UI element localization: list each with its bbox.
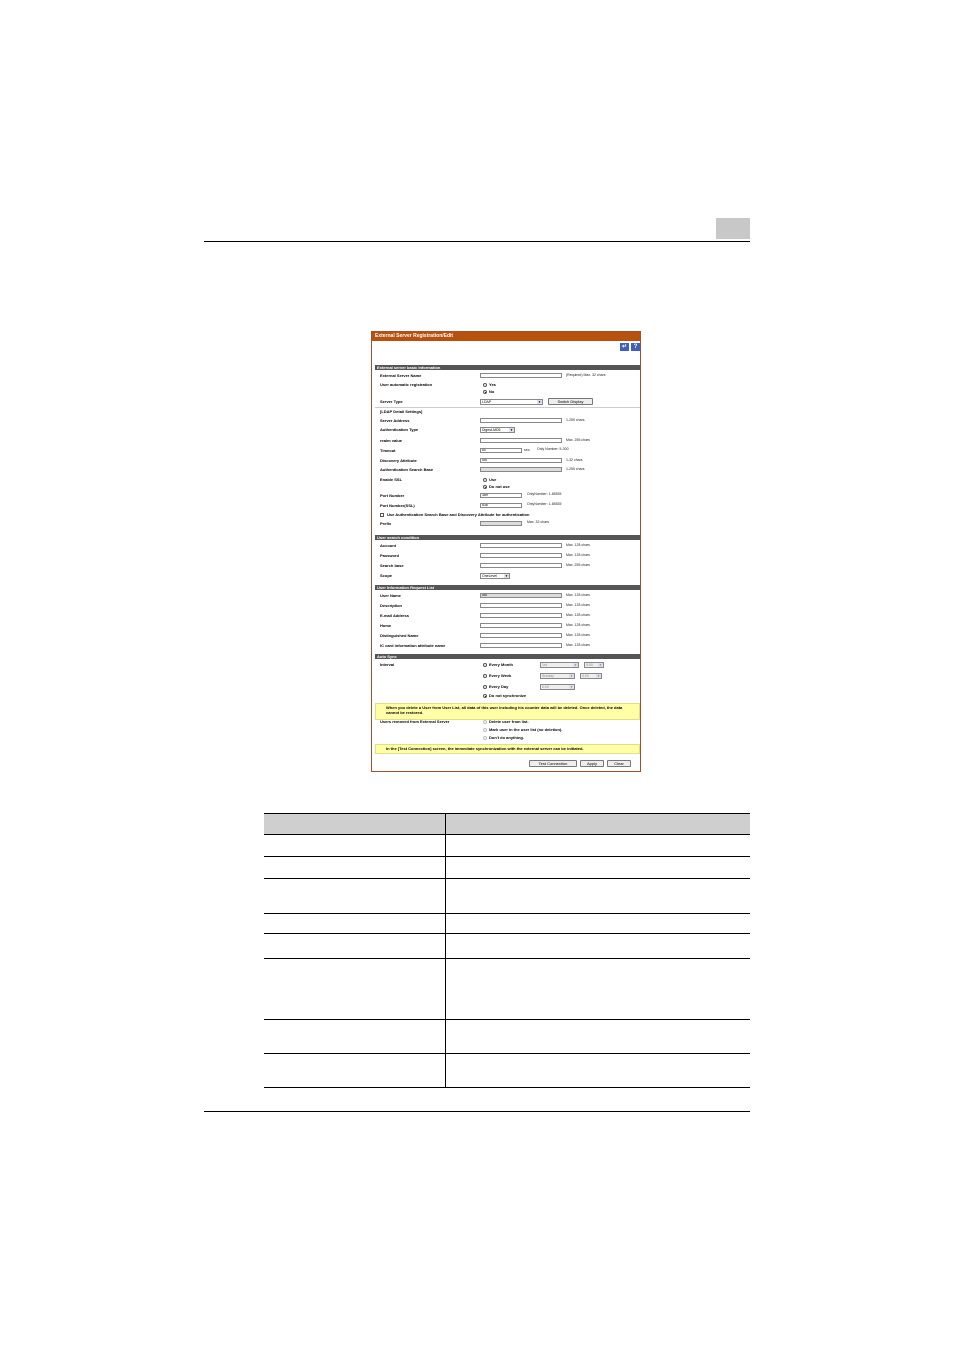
table-cell <box>264 1054 446 1088</box>
search-base-note: Max. 255 chars <box>566 563 590 567</box>
chevron-down-icon: ▼ <box>597 674 600 678</box>
port-ssl-input[interactable]: 636 <box>480 503 522 508</box>
password-input[interactable] <box>480 553 562 558</box>
section-search: User search condition <box>375 535 640 540</box>
server-address-input[interactable] <box>480 418 562 423</box>
auth-type-select[interactable] <box>480 427 515 433</box>
delete-user-label: Delete user from list. <box>489 719 529 724</box>
month-day-value: 1st <box>542 663 547 667</box>
request-row-label: Home <box>380 623 392 628</box>
chevron-down-icon: ▼ <box>510 428 513 432</box>
interval-label: Interval <box>380 662 395 667</box>
table-cell <box>446 1020 751 1054</box>
timeout-unit: sec. <box>524 448 531 452</box>
no-sync-radio[interactable] <box>483 694 487 698</box>
password-note: Max. 128 chars <box>566 553 590 557</box>
realm-label: realm value <box>380 438 403 443</box>
chevron-down-icon: ▼ <box>570 674 573 678</box>
table-row <box>264 1020 750 1054</box>
use-auth-checkbox-label: Use Authentication Search Base and Discovery Attribute for authentication <box>387 512 530 517</box>
request-row-input[interactable] <box>480 623 562 628</box>
request-row-input[interactable] <box>480 603 562 608</box>
panel-title: External Server Registration/Edit <box>372 332 640 341</box>
week-day-select[interactable] <box>540 673 575 679</box>
table-cell <box>446 857 751 879</box>
account-label: Account <box>380 543 396 548</box>
ssl-use-label: Use <box>489 477 497 482</box>
prefix-label: Prefix <box>380 521 392 526</box>
delete-warning: When you delete a User from User List, all data of this user including his counter data will be deleted. Once deleted, the data cannot be restored. <box>375 703 640 720</box>
month-time-value: 0:00 <box>586 663 593 667</box>
auth-type-label: Authentication Type <box>380 427 419 432</box>
request-row-input[interactable]: uid <box>480 593 562 598</box>
chevron-down-icon: ▼ <box>538 400 541 404</box>
auto-reg-no-radio[interactable] <box>483 390 487 394</box>
test-connection-note: In the [Test Connection] screen, the immediate synchronization with the external server can be initiated. <box>375 744 640 754</box>
request-row-label: Description <box>380 603 403 608</box>
removed-users-label: Users removed from External Server <box>380 719 450 724</box>
auto-reg-yes-label: Yes <box>489 382 496 387</box>
table-cell <box>446 914 751 934</box>
month-day-select[interactable] <box>540 662 579 668</box>
section-autosync: Auto Sync <box>375 654 640 659</box>
day-time-value: 0:00 <box>542 685 549 689</box>
server-name-note: (Required) Max. 32 chars <box>566 373 606 377</box>
table-cell <box>264 879 446 914</box>
port-label: Port Number <box>380 493 405 498</box>
do-nothing-label: Don't do anything. <box>489 735 524 740</box>
table-cell <box>264 934 446 959</box>
request-row-note: Max. 128 chars <box>566 643 590 647</box>
timeout-input[interactable]: 60 <box>480 448 522 453</box>
every-month-radio[interactable] <box>483 663 487 667</box>
password-label: Password <box>380 553 399 558</box>
table-row <box>264 835 750 857</box>
week-time-value: 0:00 <box>582 674 589 678</box>
request-row-note: Max. 128 chars <box>566 603 590 607</box>
chevron-down-icon: ▼ <box>574 663 577 667</box>
server-type-select[interactable] <box>480 399 543 405</box>
mark-user-radio[interactable] <box>483 728 487 732</box>
table-cell <box>446 879 751 914</box>
basic-divider <box>375 407 640 408</box>
week-time-select[interactable] <box>580 673 602 679</box>
account-note: Max. 128 chars <box>566 543 590 547</box>
request-row-note: Max. 128 chars <box>566 633 590 637</box>
clear-button[interactable]: Clear <box>607 760 631 767</box>
auto-reg-no-label: No <box>489 389 495 394</box>
table-row <box>264 914 750 934</box>
table-header-row <box>264 814 750 835</box>
section-request: User Information Request List <box>375 585 640 590</box>
search-base-label: Search base <box>380 563 404 568</box>
ssl-not-use-radio[interactable] <box>483 485 487 489</box>
every-week-radio[interactable] <box>483 674 487 678</box>
port-ssl-note: OnlyNumber: 1-65535 <box>527 502 562 506</box>
auth-search-base-input[interactable] <box>480 467 562 472</box>
delete-user-radio[interactable] <box>483 720 487 724</box>
port-note: OnlyNumber: 1-65535 <box>527 492 562 496</box>
auth-search-base-label: Authentication Search Base <box>380 467 434 472</box>
day-time-select[interactable] <box>540 684 575 690</box>
mark-user-label: Mark user in the user list (no deletion). <box>489 727 563 732</box>
table-header-cell <box>446 814 751 835</box>
every-day-radio[interactable] <box>483 685 487 689</box>
discovery-input[interactable]: uid <box>480 458 562 463</box>
scope-value: OneLevel <box>482 574 497 578</box>
server-type-value: LDAP <box>482 400 492 404</box>
table-cell <box>446 1054 751 1088</box>
request-row-note: Max. 128 chars <box>566 623 590 627</box>
scope-label: Scope <box>380 573 393 578</box>
request-row-label: User Name <box>380 593 401 598</box>
table-header-cell <box>264 814 446 835</box>
request-row-label: IC card information attribute name <box>380 643 446 648</box>
description-table <box>264 813 750 1088</box>
ssl-not-use-label: Do not use <box>489 484 510 489</box>
table-row <box>264 934 750 959</box>
server-name-input[interactable] <box>480 373 562 378</box>
section-basic: External server basic information <box>375 365 640 370</box>
timeout-label: Timeout <box>380 448 396 453</box>
port-input[interactable]: 389 <box>480 493 522 498</box>
prefix-note: Max. 32 chars <box>527 520 549 524</box>
request-row-note: Max. 128 chars <box>566 593 590 597</box>
no-sync-label: Do not synchronize <box>489 693 527 698</box>
every-day-label: Every Day <box>489 684 509 689</box>
request-row-label: Distinguished Name <box>380 633 419 638</box>
table-row <box>264 879 750 914</box>
server-address-label: Server Address <box>380 418 410 423</box>
auto-reg-yes-radio[interactable] <box>483 383 487 387</box>
request-row-input[interactable] <box>480 613 562 618</box>
account-input[interactable] <box>480 543 562 548</box>
use-auth-checkbox[interactable] <box>380 513 384 517</box>
discovery-note: 1-32 chars <box>566 458 583 462</box>
ldap-detail-heading: [LDAP Detail Settings] <box>380 409 423 414</box>
do-nothing-radio[interactable] <box>483 736 487 740</box>
test-connection-button[interactable]: Test Connection <box>529 760 577 767</box>
month-time-select[interactable] <box>584 662 604 668</box>
server-address-note: 1-255 chars <box>566 418 585 422</box>
prefix-input[interactable] <box>480 521 522 526</box>
discovery-label: Discovery Attribute <box>380 458 417 463</box>
realm-note: Max. 255 chars <box>566 438 590 442</box>
auth-type-value: Digest-MD5 <box>482 428 501 432</box>
chapter-tab <box>716 218 750 239</box>
search-base-input[interactable] <box>480 563 562 568</box>
request-row-label: E-mail Address <box>380 613 409 618</box>
table-row <box>264 857 750 879</box>
table-cell <box>264 914 446 934</box>
every-month-label: Every Month <box>489 662 514 667</box>
server-type-label: Server Type <box>380 399 403 404</box>
chevron-down-icon: ▼ <box>570 685 573 689</box>
header-rule <box>204 241 750 242</box>
port-ssl-label: Port Number(SSL) <box>380 503 415 508</box>
table-cell <box>264 857 446 879</box>
auth-search-base-note: 1-255 chars <box>566 467 585 471</box>
table-cell <box>264 959 446 1020</box>
week-day-value: Sunday <box>542 674 554 678</box>
table-cell <box>264 835 446 857</box>
switch-display-button[interactable]: Switch Display <box>548 398 593 405</box>
every-week-label: Every Week <box>489 673 512 678</box>
table-cell <box>446 835 751 857</box>
help-icon[interactable]: ? <box>631 343 640 351</box>
chevron-down-icon: ▼ <box>505 574 508 578</box>
footer-rule <box>204 1111 750 1112</box>
realm-input[interactable] <box>480 438 562 443</box>
ssl-use-radio[interactable] <box>483 478 487 482</box>
apply-button[interactable]: Apply <box>580 760 604 767</box>
table-cell <box>446 959 751 1020</box>
auto-reg-label: User automatic registration <box>380 382 433 387</box>
back-icon[interactable]: ↵ <box>621 344 628 350</box>
server-name-label: External Server Name <box>380 373 422 378</box>
scope-select[interactable] <box>480 573 510 579</box>
table-cell <box>264 1020 446 1054</box>
request-row-note: Max. 128 chars <box>566 613 590 617</box>
chevron-down-icon: ▼ <box>599 663 602 667</box>
request-row-input[interactable] <box>480 643 562 648</box>
request-row-input[interactable] <box>480 633 562 638</box>
ssl-label: Enable SSL <box>380 477 403 482</box>
table-row <box>264 1054 750 1088</box>
timeout-note: Only Number: 5-300 <box>537 447 569 451</box>
table-cell <box>446 934 751 959</box>
server-registration-panel <box>371 331 641 772</box>
table-row <box>264 959 750 1020</box>
